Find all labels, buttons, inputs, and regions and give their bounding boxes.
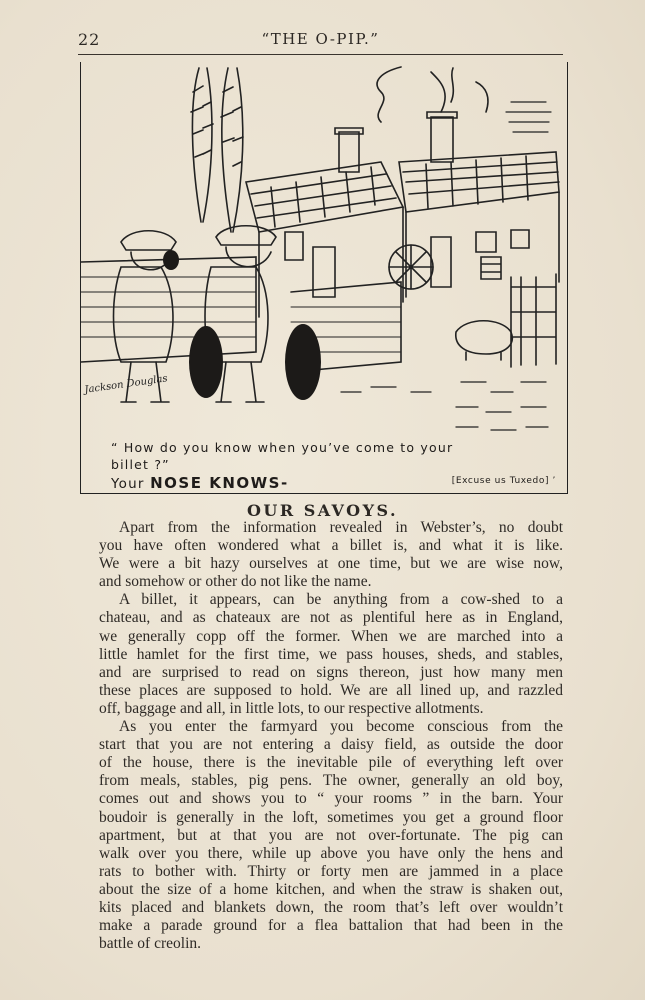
page-header xyxy=(78,30,563,52)
caption-signature: [Excuse us Tuxedo] ’ xyxy=(451,476,556,486)
article-line: and are surprised to read on signs thereon, just how many men xyxy=(99,663,563,681)
article-line: Apart from the information revealed in Webster’s, no doubt xyxy=(119,519,563,536)
article-line: We were a bit hazy ourselves at one time, but we are wise now, xyxy=(99,555,563,573)
article-line: of the house, there is the inevitable pile of everything left over xyxy=(99,754,563,772)
caption-punchline: NOSE KNOWS- xyxy=(150,474,289,492)
article-line: kits placed and blankets down, the room that’s left over wouldn’t xyxy=(99,898,563,916)
article-line: apartment, but at that you are not over-fortunate. The pig can xyxy=(99,826,563,844)
article-line: walk over you there, while up above you have only the hens and xyxy=(99,844,563,862)
article-line: boudoir is generally in the loft, sometimes you get a ground floor xyxy=(99,808,563,826)
article-line: little hamlet for the first time, we pass houses, sheds, and stables, xyxy=(99,645,563,663)
article-line: As you enter the farmyard you become conscious from the xyxy=(119,718,563,736)
caption-line-3 xyxy=(111,476,289,492)
article-line: from meals, stables, pig pens. The owner, generally an old boy, xyxy=(99,772,563,790)
cartoon-illustration xyxy=(80,62,568,494)
page-number: 22 xyxy=(78,30,101,49)
article-line: battle of creolin. xyxy=(99,935,201,953)
article-paragraph xyxy=(79,591,563,718)
article-line: chateau, and as chateaux are not as plentiful here as in England, xyxy=(99,609,563,627)
running-head: “THE O-PIP.” xyxy=(261,30,380,48)
article-paragraph xyxy=(79,718,563,953)
article-line: A billet, it appears, can be anything from a cow-shed to a xyxy=(119,591,563,609)
article-line: and somehow or other do not like the name. xyxy=(99,573,372,591)
article-line: rats to bother with. Thirty or forty men are jammed in a place xyxy=(99,862,563,880)
article-line: start that you are not entering a daisy field, as outside the door xyxy=(99,736,563,754)
article-line: about the size of a home kitchen, and when the straw is shaken out, xyxy=(99,880,563,898)
caption-row xyxy=(111,473,556,491)
article-line: comes out and shows you to “ your rooms ” in the barn. Your xyxy=(99,790,563,808)
header-rule xyxy=(78,54,563,55)
article-paragraph xyxy=(79,519,563,591)
article-line: you have often wondered what a billet is, and what it is like. xyxy=(99,537,563,555)
caption-prefix: Your xyxy=(111,476,151,492)
caption-line-1: “ How do you know when you’ve come to your xyxy=(111,440,454,455)
cartoon-drawing xyxy=(81,62,567,493)
article-line: off, baggage and all, in little lots, to our respective allotments. xyxy=(99,699,484,717)
article-line: these places are supposed to hold. We are all lined up, and razzled xyxy=(99,681,563,699)
article-title: OUR SAVOYS. xyxy=(246,501,399,520)
cartoon-caption xyxy=(111,440,556,491)
article-body xyxy=(79,519,563,953)
article-line: make a parade ground for a flea battalion that had been in the xyxy=(99,917,563,935)
caption-line-2: billet ?” xyxy=(111,457,170,472)
article-line: we generally copp off the former. When we are marched into a xyxy=(99,627,563,645)
artist-signature: Jackson Douglas xyxy=(83,373,169,396)
